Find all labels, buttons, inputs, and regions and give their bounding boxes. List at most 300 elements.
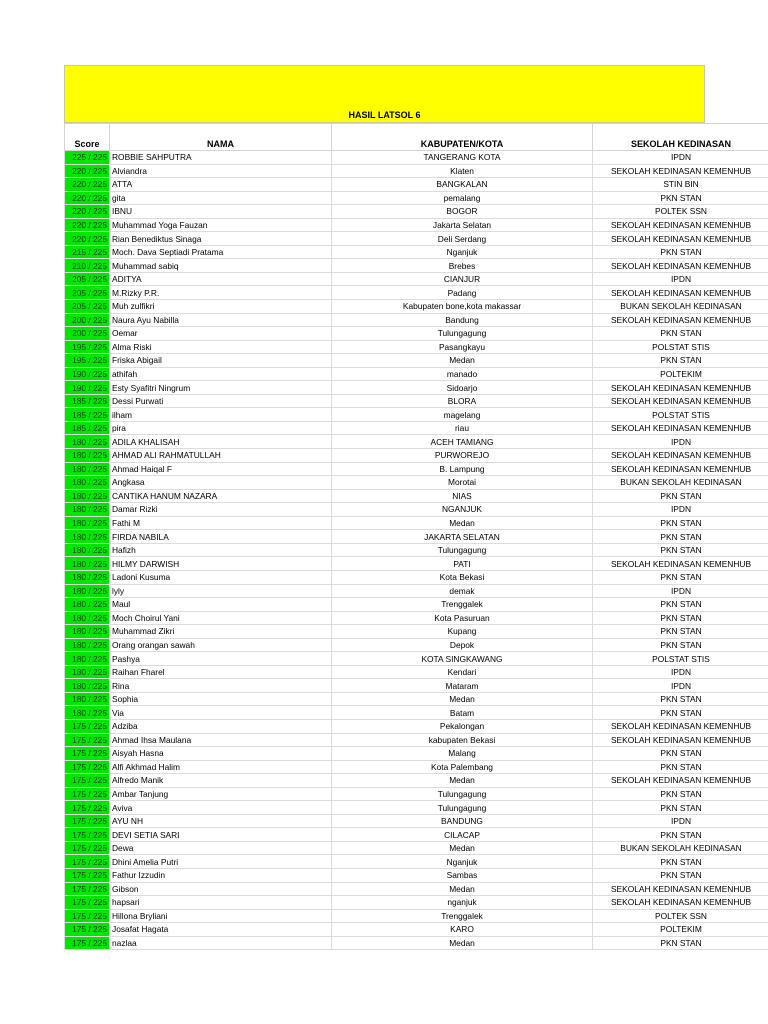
city-cell: Sambas — [332, 868, 593, 882]
table-row — [65, 313, 768, 327]
name-cell: Hafizh — [110, 543, 332, 557]
score-cell: 190 / 225 — [65, 381, 110, 395]
city-cell: magelang — [332, 408, 593, 422]
name-cell: Rian Benediktus Sinaga — [110, 232, 332, 246]
city-cell: B. Lampung — [332, 462, 593, 476]
school-cell: PKN STAN — [593, 489, 768, 503]
name-cell: Raihan Fharel — [110, 665, 332, 679]
name-cell: pira — [110, 421, 332, 435]
city-cell: Kupang — [332, 625, 593, 639]
city-cell: Medan — [332, 774, 593, 788]
city-cell: BLORA — [332, 394, 593, 408]
school-cell: BUKAN SEKOLAH KEDINASAN — [593, 841, 768, 855]
table-row — [65, 692, 768, 706]
school-cell: SEKOLAH KEDINASAN KEMENHUB — [593, 462, 768, 476]
name-cell: Muhammad sabiq — [110, 259, 332, 273]
name-cell: M.Rizky P.R. — [110, 286, 332, 300]
school-cell: PKN STAN — [593, 625, 768, 639]
score-cell: 220 / 225 — [65, 205, 110, 219]
school-cell: SEKOLAH KEDINASAN KEMENHUB — [593, 259, 768, 273]
score-cell: 180 / 225 — [65, 638, 110, 652]
school-cell: PKN STAN — [593, 638, 768, 652]
name-cell: ADILA KHALISAH — [110, 435, 332, 449]
score-cell: 200 / 225 — [65, 327, 110, 341]
table-row — [65, 205, 768, 219]
school-cell: SEKOLAH KEDINASAN KEMENHUB — [593, 774, 768, 788]
city-cell: Medan — [332, 354, 593, 368]
score-cell: 180 / 225 — [65, 543, 110, 557]
table-row — [65, 530, 768, 544]
header-score: Score — [65, 124, 110, 151]
table-row — [65, 882, 768, 896]
table-row — [65, 665, 768, 679]
name-cell: Ahmad Haiqal F — [110, 462, 332, 476]
score-cell: 200 / 225 — [65, 313, 110, 327]
school-cell: SEKOLAH KEDINASAN KEMENHUB — [593, 313, 768, 327]
header-sekolah: SEKOLAH KEDINASAN — [593, 124, 768, 151]
sheet-title: HASIL LATSOL 6 — [348, 110, 421, 120]
name-cell: lyly — [110, 584, 332, 598]
score-cell: 180 / 225 — [65, 679, 110, 693]
city-cell: PURWOREJO — [332, 449, 593, 463]
school-cell: BUKAN SEKOLAH KEDINASAN — [593, 300, 768, 314]
name-cell: Orang orangan sawah — [110, 638, 332, 652]
school-cell: PKN STAN — [593, 868, 768, 882]
name-cell: Gibson — [110, 882, 332, 896]
score-cell: 215 / 225 — [65, 245, 110, 259]
school-cell: IPDN — [593, 679, 768, 693]
city-cell: Klaten — [332, 164, 593, 178]
table-row — [65, 449, 768, 463]
table-row — [65, 394, 768, 408]
score-cell: 220 / 225 — [65, 218, 110, 232]
table-row — [65, 719, 768, 733]
name-cell: Aisyah Hasna — [110, 747, 332, 761]
table-row — [65, 327, 768, 341]
school-cell: SEKOLAH KEDINASAN KEMENHUB — [593, 164, 768, 178]
table-row — [65, 896, 768, 910]
city-cell: manado — [332, 367, 593, 381]
city-cell: NIAS — [332, 489, 593, 503]
school-cell: IPDN — [593, 665, 768, 679]
score-cell: 180 / 225 — [65, 503, 110, 517]
score-cell: 175 / 225 — [65, 923, 110, 937]
score-cell: 180 / 225 — [65, 516, 110, 530]
name-cell: Ambar Tanjung — [110, 787, 332, 801]
name-cell: Dhini Amelia Putri — [110, 855, 332, 869]
score-cell: 180 / 225 — [65, 665, 110, 679]
school-cell: IPDN — [593, 584, 768, 598]
city-cell: Kendari — [332, 665, 593, 679]
city-cell: PATI — [332, 557, 593, 571]
name-cell: AYU NH — [110, 814, 332, 828]
table-row — [65, 367, 768, 381]
city-cell: Padang — [332, 286, 593, 300]
table-row — [65, 679, 768, 693]
school-cell: PKN STAN — [593, 787, 768, 801]
table-row — [65, 598, 768, 612]
school-cell: PKN STAN — [593, 801, 768, 815]
table-row — [65, 151, 768, 165]
name-cell: Alviandra — [110, 164, 332, 178]
city-cell: Medan — [332, 692, 593, 706]
header-row — [65, 124, 768, 151]
table-row — [65, 245, 768, 259]
city-cell: Medan — [332, 882, 593, 896]
table-row — [65, 462, 768, 476]
city-cell: Kota Palembang — [332, 760, 593, 774]
name-cell: Maul — [110, 598, 332, 612]
name-cell: ATTA — [110, 178, 332, 192]
table-row — [65, 543, 768, 557]
city-cell: ACEH TAMIANG — [332, 435, 593, 449]
table-row — [65, 381, 768, 395]
school-cell: POLTEKIM — [593, 367, 768, 381]
score-cell: 180 / 225 — [65, 476, 110, 490]
city-cell: Medan — [332, 516, 593, 530]
school-cell: SEKOLAH KEDINASAN KEMENHUB — [593, 394, 768, 408]
city-cell: demak — [332, 584, 593, 598]
score-cell: 175 / 225 — [65, 814, 110, 828]
city-cell: Brebes — [332, 259, 593, 273]
table-row — [65, 855, 768, 869]
score-cell: 185 / 225 — [65, 408, 110, 422]
table-row — [65, 354, 768, 368]
score-cell: 175 / 225 — [65, 733, 110, 747]
city-cell: BANDUNG — [332, 814, 593, 828]
city-cell: Bandung — [332, 313, 593, 327]
score-cell: 175 / 225 — [65, 774, 110, 788]
score-cell: 225 / 225 — [65, 151, 110, 165]
city-cell: Trenggalek — [332, 909, 593, 923]
city-cell: NGANJUK — [332, 503, 593, 517]
school-cell: POLTEK SSN — [593, 205, 768, 219]
table-row — [65, 923, 768, 937]
school-cell: IPDN — [593, 272, 768, 286]
table-row — [65, 435, 768, 449]
table-row — [65, 191, 768, 205]
table-row — [65, 408, 768, 422]
table-row — [65, 476, 768, 490]
school-cell: PKN STAN — [593, 570, 768, 584]
score-cell: 180 / 225 — [65, 706, 110, 720]
city-cell: Batam — [332, 706, 593, 720]
city-cell: CILACAP — [332, 828, 593, 842]
table-row — [65, 909, 768, 923]
score-cell: 185 / 225 — [65, 394, 110, 408]
table-row — [65, 801, 768, 815]
name-cell: Dewa — [110, 841, 332, 855]
city-cell: Kabupaten bone,kota makassar — [332, 300, 593, 314]
school-cell: SEKOLAH KEDINASAN KEMENHUB — [593, 896, 768, 910]
score-cell: 180 / 225 — [65, 692, 110, 706]
school-cell: PKN STAN — [593, 598, 768, 612]
school-cell: PKN STAN — [593, 760, 768, 774]
name-cell: Adziba — [110, 719, 332, 733]
score-cell: 175 / 225 — [65, 787, 110, 801]
school-cell: SEKOLAH KEDINASAN KEMENHUB — [593, 557, 768, 571]
city-cell: Nganjuk — [332, 245, 593, 259]
city-cell: kabupaten Bekasi — [332, 733, 593, 747]
score-cell: 220 / 225 — [65, 164, 110, 178]
city-cell: TANGERANG KOTA — [332, 151, 593, 165]
school-cell: PKN STAN — [593, 855, 768, 869]
table-row — [65, 841, 768, 855]
school-cell: PKN STAN — [593, 245, 768, 259]
school-cell: IPDN — [593, 435, 768, 449]
score-cell: 175 / 225 — [65, 719, 110, 733]
school-cell: IPDN — [593, 503, 768, 517]
city-cell: Sidoarjo — [332, 381, 593, 395]
city-cell: riau — [332, 421, 593, 435]
school-cell: SEKOLAH KEDINASAN KEMENHUB — [593, 882, 768, 896]
table-row — [65, 868, 768, 882]
school-cell: PKN STAN — [593, 530, 768, 544]
name-cell: Oemar — [110, 327, 332, 341]
city-cell: KOTA SINGKAWANG — [332, 652, 593, 666]
table-row — [65, 652, 768, 666]
table-row — [65, 286, 768, 300]
name-cell: Muhammad Zikri — [110, 625, 332, 639]
name-cell: Ladoni Kusuma — [110, 570, 332, 584]
city-cell: Depok — [332, 638, 593, 652]
score-cell: 175 / 225 — [65, 936, 110, 950]
name-cell: Ahmad Ihsa Maulana — [110, 733, 332, 747]
score-cell: 175 / 225 — [65, 747, 110, 761]
school-cell: SEKOLAH KEDINASAN KEMENHUB — [593, 421, 768, 435]
name-cell: Damar Rizki — [110, 503, 332, 517]
school-cell: PKN STAN — [593, 191, 768, 205]
school-cell: PKN STAN — [593, 543, 768, 557]
name-cell: Angkasa — [110, 476, 332, 490]
school-cell: PKN STAN — [593, 936, 768, 950]
city-cell: Kota Bekasi — [332, 570, 593, 584]
results-table — [64, 123, 768, 950]
table-row — [65, 733, 768, 747]
school-cell: PKN STAN — [593, 692, 768, 706]
score-cell: 175 / 225 — [65, 760, 110, 774]
table-row — [65, 232, 768, 246]
score-cell: 180 / 225 — [65, 611, 110, 625]
city-cell: BANGKALAN — [332, 178, 593, 192]
city-cell: Tulungagung — [332, 327, 593, 341]
table-row — [65, 178, 768, 192]
score-cell: 180 / 225 — [65, 570, 110, 584]
name-cell: Dessi Purwati — [110, 394, 332, 408]
school-cell: SEKOLAH KEDINASAN KEMENHUB — [593, 719, 768, 733]
score-cell: 175 / 225 — [65, 882, 110, 896]
city-cell: Morotai — [332, 476, 593, 490]
name-cell: Rina — [110, 679, 332, 693]
school-cell: IPDN — [593, 814, 768, 828]
school-cell: IPDN — [593, 151, 768, 165]
name-cell: hapsari — [110, 896, 332, 910]
name-cell: Fathur Izzudin — [110, 868, 332, 882]
name-cell: athifah — [110, 367, 332, 381]
table-row — [65, 828, 768, 842]
score-cell: 195 / 225 — [65, 354, 110, 368]
score-cell: 180 / 225 — [65, 557, 110, 571]
table-row — [65, 584, 768, 598]
name-cell: Friska Abigail — [110, 354, 332, 368]
school-cell: POLSTAT STIS — [593, 408, 768, 422]
school-cell: POLSTAT STIS — [593, 652, 768, 666]
city-cell: JAKARTA SELATAN — [332, 530, 593, 544]
table-row — [65, 611, 768, 625]
name-cell: Via — [110, 706, 332, 720]
school-cell: PKN STAN — [593, 828, 768, 842]
score-cell: 205 / 225 — [65, 300, 110, 314]
school-cell: STIN BIN — [593, 178, 768, 192]
city-cell: CIANJUR — [332, 272, 593, 286]
table-row — [65, 489, 768, 503]
city-cell: Pasangkayu — [332, 340, 593, 354]
score-cell: 210 / 225 — [65, 259, 110, 273]
city-cell: pemalang — [332, 191, 593, 205]
city-cell: Pekalongan — [332, 719, 593, 733]
name-cell: Fathi M — [110, 516, 332, 530]
city-cell: Tulungagung — [332, 543, 593, 557]
name-cell: Alfi Akhmad Halim — [110, 760, 332, 774]
name-cell: Naura Ayu Nabilla — [110, 313, 332, 327]
name-cell: Muhammad Yoga Fauzan — [110, 218, 332, 232]
table-row — [65, 340, 768, 354]
school-cell: SEKOLAH KEDINASAN KEMENHUB — [593, 449, 768, 463]
city-cell: Deli Serdang — [332, 232, 593, 246]
score-cell: 180 / 225 — [65, 462, 110, 476]
header-nama: NAMA — [110, 124, 332, 151]
table-row — [65, 218, 768, 232]
name-cell: Esty Syafitri Ningrum — [110, 381, 332, 395]
score-cell: 220 / 225 — [65, 191, 110, 205]
title-banner — [64, 65, 705, 123]
score-cell: 190 / 225 — [65, 367, 110, 381]
name-cell: IBNU — [110, 205, 332, 219]
school-cell: PKN STAN — [593, 747, 768, 761]
school-cell: SEKOLAH KEDINASAN KEMENHUB — [593, 381, 768, 395]
city-cell: Jakarta Selatan — [332, 218, 593, 232]
score-cell: 220 / 225 — [65, 178, 110, 192]
name-cell: Muh zulfikri — [110, 300, 332, 314]
city-cell: Malang — [332, 747, 593, 761]
name-cell: DEVI SETIA SARI — [110, 828, 332, 842]
name-cell: gita — [110, 191, 332, 205]
name-cell: Moch. Dava Septiadi Pratama — [110, 245, 332, 259]
table-body — [65, 151, 768, 950]
spreadsheet — [64, 65, 752, 950]
school-cell: PKN STAN — [593, 706, 768, 720]
city-cell: Trenggalek — [332, 598, 593, 612]
city-cell: Tulungagung — [332, 801, 593, 815]
city-cell: Kota Pasuruan — [332, 611, 593, 625]
header-kota: KABUPATEN/KOTA — [332, 124, 593, 151]
table-row — [65, 760, 768, 774]
city-cell: Medan — [332, 841, 593, 855]
score-cell: 205 / 225 — [65, 272, 110, 286]
score-cell: 175 / 225 — [65, 896, 110, 910]
school-cell: POLTEK SSN — [593, 909, 768, 923]
score-cell: 185 / 225 — [65, 421, 110, 435]
name-cell: Alfredo Manik — [110, 774, 332, 788]
city-cell: KARO — [332, 923, 593, 937]
table-row — [65, 747, 768, 761]
name-cell: ilham — [110, 408, 332, 422]
table-row — [65, 259, 768, 273]
table-row — [65, 570, 768, 584]
school-cell: PKN STAN — [593, 354, 768, 368]
score-cell: 180 / 225 — [65, 449, 110, 463]
name-cell: FIRDA NABILA — [110, 530, 332, 544]
school-cell: POLTEKIM — [593, 923, 768, 937]
table-row — [65, 706, 768, 720]
name-cell: Sophia — [110, 692, 332, 706]
school-cell: PKN STAN — [593, 516, 768, 530]
table-row — [65, 557, 768, 571]
table-row — [65, 625, 768, 639]
score-cell: 180 / 225 — [65, 435, 110, 449]
score-cell: 175 / 225 — [65, 909, 110, 923]
score-cell: 180 / 225 — [65, 530, 110, 544]
score-cell: 205 / 225 — [65, 286, 110, 300]
name-cell: CANTIKA HANUM NAZARA — [110, 489, 332, 503]
name-cell: Moch Choirul Yani — [110, 611, 332, 625]
score-cell: 180 / 225 — [65, 652, 110, 666]
school-cell: SEKOLAH KEDINASAN KEMENHUB — [593, 232, 768, 246]
name-cell: nazlaa — [110, 936, 332, 950]
table-row — [65, 814, 768, 828]
name-cell: Josafat Hagata — [110, 923, 332, 937]
score-cell: 175 / 225 — [65, 841, 110, 855]
score-cell: 180 / 225 — [65, 489, 110, 503]
score-cell: 180 / 225 — [65, 598, 110, 612]
score-cell: 175 / 225 — [65, 868, 110, 882]
school-cell: PKN STAN — [593, 327, 768, 341]
city-cell: BOGOR — [332, 205, 593, 219]
table-row — [65, 164, 768, 178]
name-cell: Aviva — [110, 801, 332, 815]
table-row — [65, 787, 768, 801]
city-cell: Nganjuk — [332, 855, 593, 869]
name-cell: Pashya — [110, 652, 332, 666]
name-cell: HILMY DARWISH — [110, 557, 332, 571]
city-cell: Medan — [332, 936, 593, 950]
name-cell: Alma Riski — [110, 340, 332, 354]
table-row — [65, 503, 768, 517]
school-cell: BUKAN SEKOLAH KEDINASAN — [593, 476, 768, 490]
city-cell: Mataram — [332, 679, 593, 693]
name-cell: AHMAD ALI RAHMATULLAH — [110, 449, 332, 463]
table-row — [65, 421, 768, 435]
score-cell: 175 / 225 — [65, 828, 110, 842]
score-cell: 195 / 225 — [65, 340, 110, 354]
table-row — [65, 272, 768, 286]
city-cell: Tulungagung — [332, 787, 593, 801]
city-cell: nganjuk — [332, 896, 593, 910]
school-cell: SEKOLAH KEDINASAN KEMENHUB — [593, 218, 768, 232]
table-row — [65, 300, 768, 314]
table-row — [65, 936, 768, 950]
name-cell: ADITYA — [110, 272, 332, 286]
table-row — [65, 638, 768, 652]
school-cell: POLSTAT STIS — [593, 340, 768, 354]
school-cell: SEKOLAH KEDINASAN KEMENHUB — [593, 733, 768, 747]
name-cell: ROBBIE SAHPUTRA — [110, 151, 332, 165]
score-cell: 175 / 225 — [65, 855, 110, 869]
score-cell: 175 / 225 — [65, 801, 110, 815]
score-cell: 180 / 225 — [65, 584, 110, 598]
table-row — [65, 516, 768, 530]
school-cell: PKN STAN — [593, 611, 768, 625]
